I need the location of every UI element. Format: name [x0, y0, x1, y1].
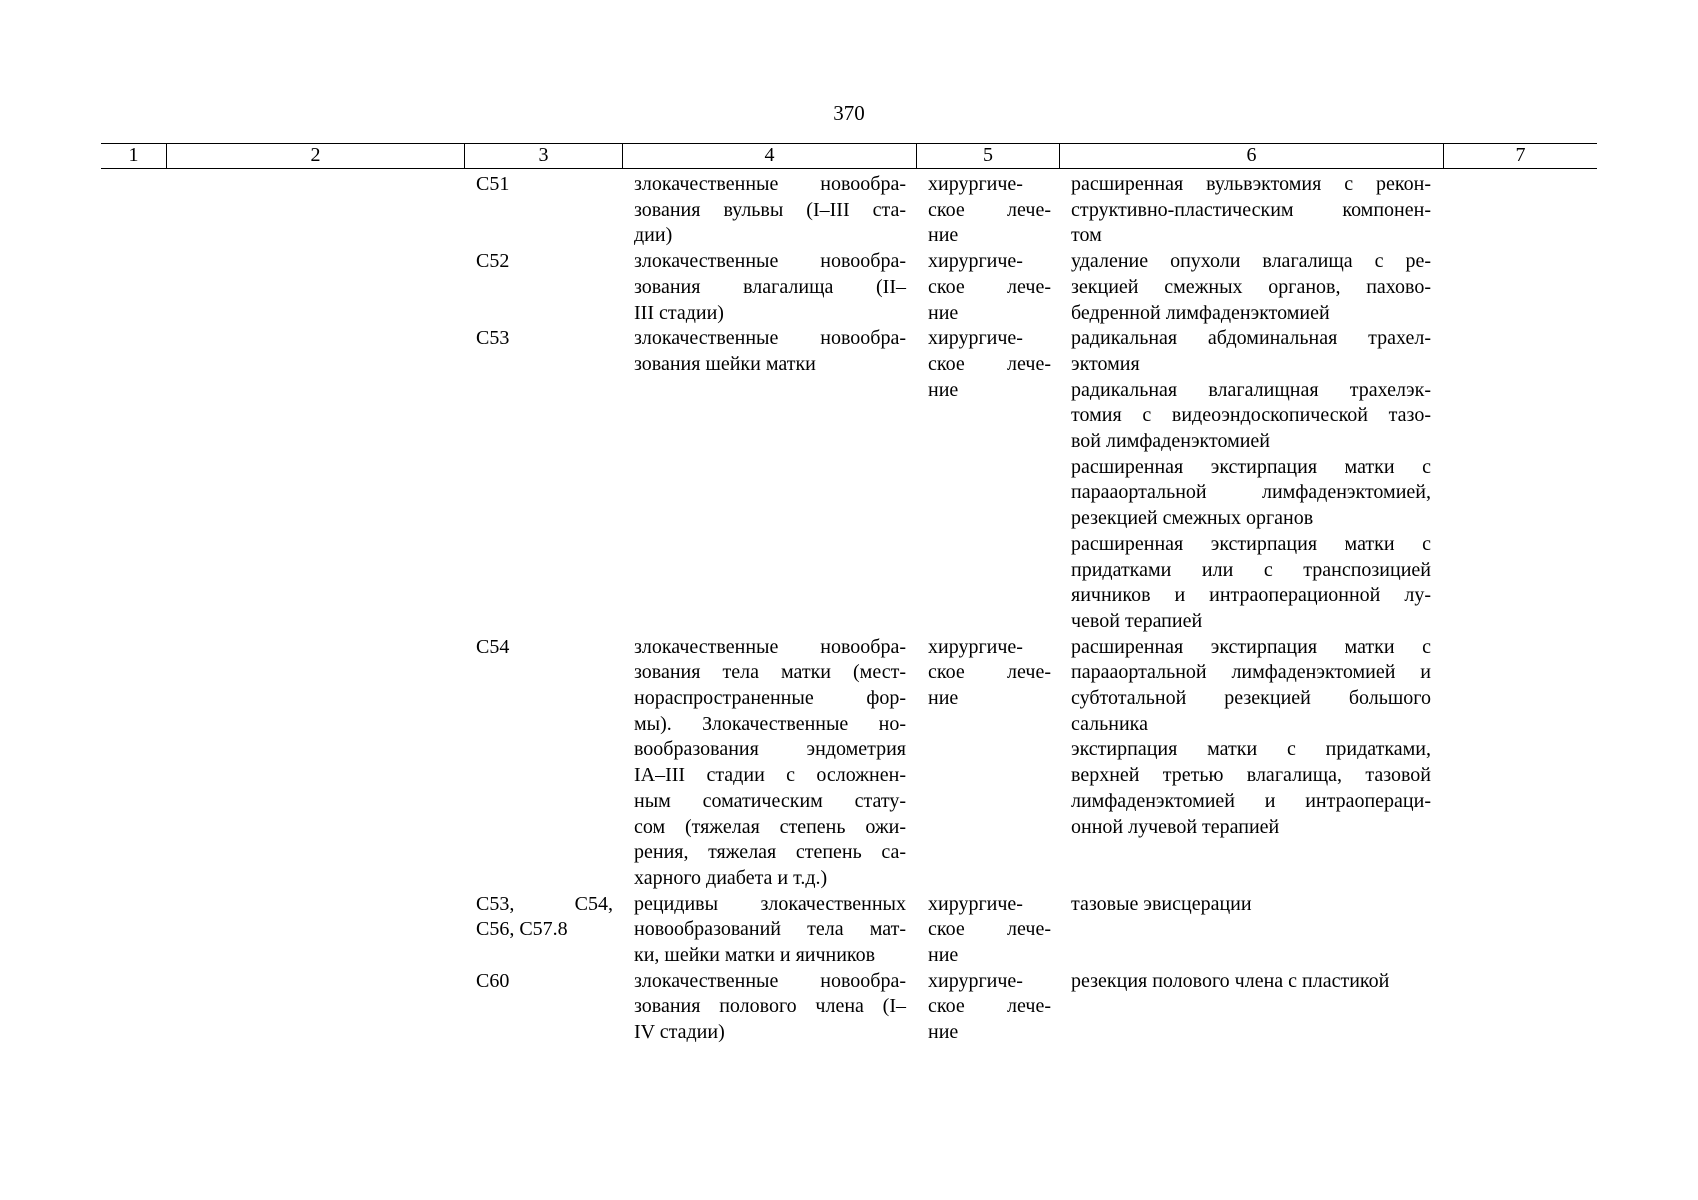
procedure-item: [1071, 532, 1431, 635]
diagnosis-cell: [634, 635, 906, 892]
diagnosis-cell-line: дии): [634, 224, 673, 247]
table-body: [0, 172, 1698, 1046]
procedure-cell: [1071, 172, 1431, 249]
treatment-cell-line: хирургиче-: [928, 969, 1023, 992]
procedure-line: томия с видеоэндоскопической тазо-: [1071, 404, 1431, 427]
code-cell-line: C60: [476, 969, 510, 992]
procedure-line: парааортальной лимфаденэктомией,: [1071, 481, 1431, 504]
treatment-cell-line: хирургиче-: [928, 635, 1023, 658]
column-number-7: 7: [1443, 144, 1597, 168]
code-cell-line: C54: [476, 635, 510, 658]
procedure-line: сальника: [1071, 712, 1148, 735]
diagnosis-cell-line: IV стадии): [634, 1021, 725, 1044]
diagnosis-cell-line: новообразований тела мат-: [634, 918, 906, 941]
procedure-item: [1071, 172, 1431, 249]
treatment-cell-line: ние: [928, 943, 959, 966]
treatment-cell-line: хирургиче-: [928, 250, 1023, 273]
column-number-3: 3: [464, 144, 622, 168]
table-row: [0, 892, 1698, 969]
procedure-cell: [1071, 969, 1431, 995]
table-header-row: [101, 143, 1597, 169]
treatment-cell: [928, 172, 1051, 249]
diagnosis-cell-line: зования влагалища (II–: [634, 275, 906, 298]
procedure-line: экстирпация матки с придатками,: [1071, 738, 1431, 761]
procedure-line: расширенная экстирпация матки с: [1071, 532, 1431, 555]
code-cell: [476, 172, 613, 198]
procedure-cell: [1071, 635, 1431, 841]
treatment-cell-line: хирургиче-: [928, 173, 1023, 195]
procedure-item: [1071, 737, 1431, 840]
treatment-cell-line: ское лече-: [928, 661, 1051, 684]
diagnosis-cell-line: ки, шейки матки и яичников: [634, 943, 876, 966]
treatment-cell-line: ское лече-: [928, 918, 1051, 941]
treatment-cell-line: ние: [928, 686, 959, 709]
column-number-6: 6: [1059, 144, 1443, 168]
diagnosis-cell-line: зования вульвы (I–III ста-: [634, 198, 906, 221]
procedure-cell: [1071, 249, 1431, 326]
diagnosis-cell-line: рецидивы злокачественных: [634, 892, 906, 915]
column-number-5: 5: [916, 144, 1059, 168]
treatment-cell-line: хирургиче-: [928, 327, 1023, 350]
diagnosis-cell-line: ным соматическим стату-: [634, 789, 906, 812]
procedure-item: [1071, 455, 1431, 532]
table-row: [0, 969, 1698, 1046]
procedure-cell: [1071, 892, 1431, 918]
diagnosis-cell-line: злокачественные новообра-: [634, 327, 906, 350]
procedure-cell: [1071, 326, 1431, 634]
procedure-line: чевой терапией: [1071, 609, 1203, 632]
procedure-item: [1071, 378, 1431, 455]
code-cell-line: C53: [476, 327, 510, 350]
code-cell: [476, 892, 613, 943]
procedure-line: удаление опухоли влагалища с ре-: [1071, 250, 1431, 273]
procedure-line: зекцией смежных органов, пахово-: [1071, 275, 1431, 298]
column-number-2: 2: [166, 144, 464, 168]
code-cell-line: C56, C57.8: [476, 918, 568, 941]
code-cell: [476, 249, 613, 275]
diagnosis-cell: [634, 172, 906, 249]
treatment-cell: [928, 249, 1051, 326]
diagnosis-cell-line: злокачественные новообра-: [634, 635, 906, 658]
treatment-cell-line: ское лече-: [928, 352, 1051, 375]
diagnosis-cell-line: III стадии): [634, 301, 724, 324]
diagnosis-cell-line: злокачественные новообра-: [634, 250, 906, 273]
procedure-line: структивно-пластическим компонен-: [1071, 198, 1431, 221]
diagnosis-cell: [634, 249, 906, 326]
procedure-line: вой лимфаденэктомией: [1071, 430, 1271, 452]
diagnosis-cell: [634, 892, 906, 969]
code-cell: [476, 326, 613, 352]
code-cell-line: C51: [476, 173, 510, 195]
diagnosis-cell-line: IA–III стадии с осложнен-: [634, 764, 906, 787]
diagnosis-cell-line: вообразования эндометрия: [634, 738, 906, 761]
code-cell-line: C53, C54,: [476, 892, 613, 915]
page-number: 370: [833, 101, 865, 125]
diagnosis-cell-line: нораспространенные фор-: [634, 686, 906, 709]
procedure-line: расширенная вульвэктомия с рекон-: [1071, 173, 1431, 195]
table-row: [0, 635, 1698, 892]
code-cell: [476, 969, 613, 995]
procedure-item: [1071, 326, 1431, 377]
table-row: [0, 326, 1698, 634]
diagnosis-cell: [634, 326, 906, 377]
table-row: [0, 249, 1698, 326]
treatment-cell-line: ское лече-: [928, 275, 1051, 298]
table-row: [0, 172, 1698, 249]
code-cell-line: C52: [476, 250, 510, 273]
treatment-cell-line: ние: [928, 1021, 959, 1044]
procedure-line: резекция полового члена с пластикой: [1071, 969, 1390, 992]
diagnosis-cell: [634, 969, 906, 1046]
diagnosis-cell-line: зования полового члена (I–: [634, 995, 906, 1018]
procedure-line: яичников и интраоперационной лу-: [1071, 584, 1431, 607]
procedure-line: том: [1071, 224, 1102, 247]
procedure-item: [1071, 249, 1431, 326]
diagnosis-cell-line: зования шейки матки: [634, 352, 816, 375]
procedure-line: бедренной лимфаденэктомией: [1071, 301, 1330, 324]
treatment-cell-line: хирургиче-: [928, 892, 1023, 915]
treatment-cell: [928, 635, 1051, 712]
procedure-line: парааортальной лимфаденэктомией и: [1071, 661, 1431, 684]
procedure-line: придатками или с транспозицией: [1071, 558, 1431, 581]
procedure-item: [1071, 635, 1431, 738]
code-cell: [476, 635, 613, 661]
diagnosis-cell-line: харного диабета и т.д.): [634, 866, 828, 889]
procedure-line: лимфаденэктомией и интраопераци-: [1071, 789, 1431, 812]
procedure-line: радикальная абдоминальная трахел-: [1071, 327, 1431, 350]
diagnosis-cell-line: злокачественные новообра-: [634, 969, 906, 992]
procedure-line: резекцией смежных органов: [1071, 507, 1314, 530]
procedure-item: [1071, 892, 1431, 918]
procedure-line: верхней третью влагалища, тазовой: [1071, 764, 1431, 787]
procedure-line: эктомия: [1071, 352, 1140, 375]
procedure-line: тазовые эвисцерации: [1071, 892, 1252, 915]
treatment-cell-line: ние: [928, 224, 959, 247]
treatment-cell-line: ское лече-: [928, 198, 1051, 221]
diagnosis-cell-line: рения, тяжелая степень са-: [634, 841, 906, 864]
procedure-line: расширенная экстирпация матки с: [1071, 455, 1431, 478]
treatment-cell-line: ние: [928, 301, 959, 324]
treatment-cell: [928, 969, 1051, 1046]
treatment-cell: [928, 326, 1051, 403]
diagnosis-cell-line: злокачественные новообра-: [634, 173, 906, 195]
diagnosis-cell-line: мы). Злокачественные но-: [634, 712, 906, 735]
diagnosis-cell-line: сом (тяжелая степень ожи-: [634, 815, 906, 838]
procedure-line: расширенная экстирпация матки с: [1071, 635, 1431, 658]
treatment-cell-line: ское лече-: [928, 995, 1051, 1018]
column-number-4: 4: [622, 144, 916, 168]
column-number-1: 1: [128, 144, 139, 166]
treatment-cell: [928, 892, 1051, 969]
treatment-cell-line: ние: [928, 378, 959, 401]
diagnosis-cell-line: зования тела матки (мест-: [634, 661, 906, 684]
procedure-line: онной лучевой терапией: [1071, 815, 1280, 838]
procedure-item: [1071, 969, 1431, 995]
procedure-line: субтотальной резекцией большого: [1071, 686, 1431, 709]
procedure-line: радикальная влагалищная трахелэк-: [1071, 378, 1431, 401]
